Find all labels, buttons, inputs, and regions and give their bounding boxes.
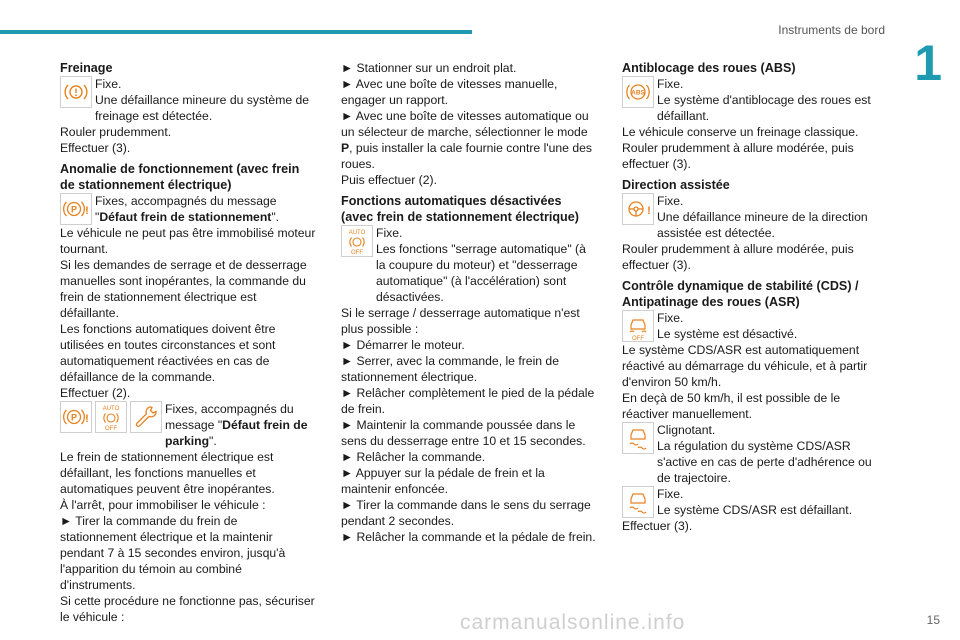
watermark: carmanualsonline.info xyxy=(460,611,686,634)
brake-warning-icon xyxy=(60,76,92,108)
anomalie-line-6: Le frein de stationnement électrique est défaillant, les fonctions manuelles et automatiques peuvent être inopérantes. xyxy=(60,450,275,496)
direction-line-2: Une défaillance mineure de la direction assistée est détectée. xyxy=(657,210,868,240)
auto-line-8: ► Relâcher la commande. xyxy=(341,450,486,464)
esp-off-icon xyxy=(622,310,654,342)
anomalie-b-post: ". xyxy=(209,434,217,448)
auto-off-icon xyxy=(95,401,127,433)
freinage-line-2: Une défaillance mineure du système de freinage est détectée. xyxy=(95,93,310,123)
auto-line-3: Si le serrage / desserrage automatique n'est plus possible : xyxy=(341,306,580,336)
auto-line-4: ► Démarrer le moteur. xyxy=(341,338,465,352)
anomalie-line-4: Les fonctions automatiques doivent être utilisées en toutes circonstances et sont automatiquement réactivées en cas de défaillance de la commande. xyxy=(60,322,276,384)
cds-block-a xyxy=(622,310,878,342)
anomalie-line-3: Si les demandes de serrage et de desserrage manuelles sont inopérantes, la commande du frein de stationnement électrique est défaillante. xyxy=(60,258,307,320)
abs-block xyxy=(622,76,878,124)
freinage-line-3: Rouler prudemment. xyxy=(60,125,172,139)
svg-text:ABS: ABS xyxy=(631,89,645,97)
anomalie-b-pre: Fixes, accompagnés du message " xyxy=(165,402,294,432)
svg-text:!: ! xyxy=(85,413,89,425)
abs-line-2: Le système d'antiblocage des roues est défaillant. xyxy=(657,93,871,123)
cds-block-c xyxy=(622,486,878,518)
cds-line-2: Le système est désactivé. xyxy=(657,327,798,341)
abs-line-3: Le véhicule conserve un freinage classique. xyxy=(622,125,859,139)
step-line-3-post: , puis installer la cale fournie contre l'une des roues. xyxy=(341,141,592,171)
column-3 xyxy=(622,60,878,534)
freinage-block xyxy=(60,76,316,124)
cds-line-9: Effectuer (3). xyxy=(622,519,693,533)
anomalie-block-a xyxy=(60,193,316,225)
auto-line-7: ► Maintenir la commande poussée dans le sens du desserrage entre 10 et 15 secondes. xyxy=(341,418,586,448)
abs-icon xyxy=(622,76,654,108)
section-title: Instruments de bord xyxy=(778,23,885,37)
parking-brake-fault-icon xyxy=(60,193,92,225)
auto-off-icon xyxy=(341,225,373,257)
direction-heading: Direction assistée xyxy=(622,178,730,192)
step-line-3 xyxy=(341,108,597,172)
abs-line-1: Fixe. xyxy=(657,77,684,91)
cds-line-5: Clignotant. xyxy=(657,423,716,437)
svg-text:OFF: OFF xyxy=(351,250,363,256)
auto-heading: Fonctions automatiques désactivées (avec frein de stationnement électrique) xyxy=(341,194,579,224)
cds-heading: Contrôle dynamique de stabilité (CDS) / Antipatinage des roues (ASR) xyxy=(622,279,859,309)
column-1 xyxy=(60,60,316,625)
freinage-line-1: Fixe. xyxy=(95,77,122,91)
cds-line-8: Le système CDS/ASR est défaillant. xyxy=(657,503,853,517)
cds-block-b xyxy=(622,422,878,486)
anomalie-line-8: ► Tirer la commande du frein de stationnement électrique et la maintenir pendant 7 à 15 secondes environ, jusqu'à l'apparition du témoin au combiné d'instruments. xyxy=(60,514,286,592)
svg-text:OFF: OFF xyxy=(632,336,644,341)
wrench-icon xyxy=(130,401,162,433)
anomalie-line-5: Effectuer (2). xyxy=(60,386,131,400)
auto-line-11: ► Relâcher la commande et la pédale de frein. xyxy=(341,530,596,544)
anomalie-a-pre: Fixes, accompagnés du message " xyxy=(95,194,277,224)
esp-icon xyxy=(622,422,654,454)
cds-line-1: Fixe. xyxy=(657,311,684,325)
svg-text:!: ! xyxy=(85,205,89,217)
anomalie-block-b xyxy=(60,401,316,449)
direction-block xyxy=(622,193,878,241)
svg-text:AUTO: AUTO xyxy=(102,406,120,412)
header-accent-bar xyxy=(0,30,472,34)
page-number: 15 xyxy=(926,613,940,627)
direction-line-1: Fixe. xyxy=(657,194,684,208)
anomalie-line-9: Si cette procédure ne fonctionne pas, sécuriser le véhicule : xyxy=(60,594,315,624)
svg-text:OFF: OFF xyxy=(105,426,117,432)
svg-text:AUTO: AUTO xyxy=(348,230,366,236)
auto-line-6: ► Relâcher complètement le pied de la pédale de frein. xyxy=(341,386,595,416)
step-line-2: ► Avec une boîte de vitesses manuelle, engager un rapport. xyxy=(341,77,558,107)
auto-line-9: ► Appuyer sur la pédale de frein et la maintenir enfoncée. xyxy=(341,466,545,496)
column-2 xyxy=(341,60,597,545)
steering-fault-icon xyxy=(622,193,654,225)
svg-text:P: P xyxy=(70,204,78,215)
step-line-3-bold: P xyxy=(341,141,350,155)
freinage-heading: Freinage xyxy=(60,61,113,75)
cds-line-4: En deçà de 50 km/h, il est possible de le réactiver manuellement. xyxy=(622,391,841,421)
step-line-4: Puis effectuer (2). xyxy=(341,173,437,187)
anomalie-a-bold: Défaut frein de stationnement xyxy=(99,210,272,224)
step-line-1: ► Stationner sur un endroit plat. xyxy=(341,61,517,75)
esp-icon xyxy=(622,486,654,518)
cds-line-7: Fixe. xyxy=(657,487,684,501)
anomalie-a-post: ". xyxy=(271,210,280,224)
cds-line-3: Le système CDS/ASR est automatiquement réactivé au démarrage du véhicule, et à partir d'environ 50 km/h. xyxy=(622,343,868,389)
step-line-3-pre: ► Avec une boîte de vitesses automatique ou un sélecteur de marche, sélectionner le mode xyxy=(341,109,589,139)
chapter-number: 1 xyxy=(914,35,942,91)
auto-line-2: Les fonctions "serrage automatique" (à la coupure du moteur) et "desserrage automatique" (à l'accélération) sont désactivées. xyxy=(376,242,586,304)
freinage-line-4: Effectuer (3). xyxy=(60,141,131,155)
svg-text:P: P xyxy=(70,412,78,423)
parking-brake-fault-icon xyxy=(60,401,92,433)
auto-line-1: Fixe. xyxy=(376,226,403,240)
anomalie-b-bold: Défaut frein de parking xyxy=(165,418,308,448)
abs-heading: Antiblocage des roues (ABS) xyxy=(622,61,796,75)
svg-text:!: ! xyxy=(647,205,651,217)
anomalie-line-2: Le véhicule ne peut pas être immobilisé moteur tournant. xyxy=(60,226,316,256)
auto-line-10: ► Tirer la commande dans le sens du serrage pendant 2 secondes. xyxy=(341,498,591,528)
auto-line-5: ► Serrer, avec la commande, le frein de stationnement électrique. xyxy=(341,354,559,384)
anomalie-heading: Anomalie de fonctionnement (avec frein de stationnement électrique) xyxy=(60,162,300,192)
anomalie-line-7: À l'arrêt, pour immobiliser le véhicule : xyxy=(60,498,266,512)
direction-line-3: Rouler prudemment à allure modérée, puis effectuer (3). xyxy=(622,242,854,272)
cds-line-6: La régulation du système CDS/ASR s'active en cas de perte d'adhérence ou de trajectoire. xyxy=(657,439,872,485)
abs-line-4: Rouler prudemment à allure modérée, puis effectuer (3). xyxy=(622,141,854,171)
auto-block xyxy=(341,225,597,305)
